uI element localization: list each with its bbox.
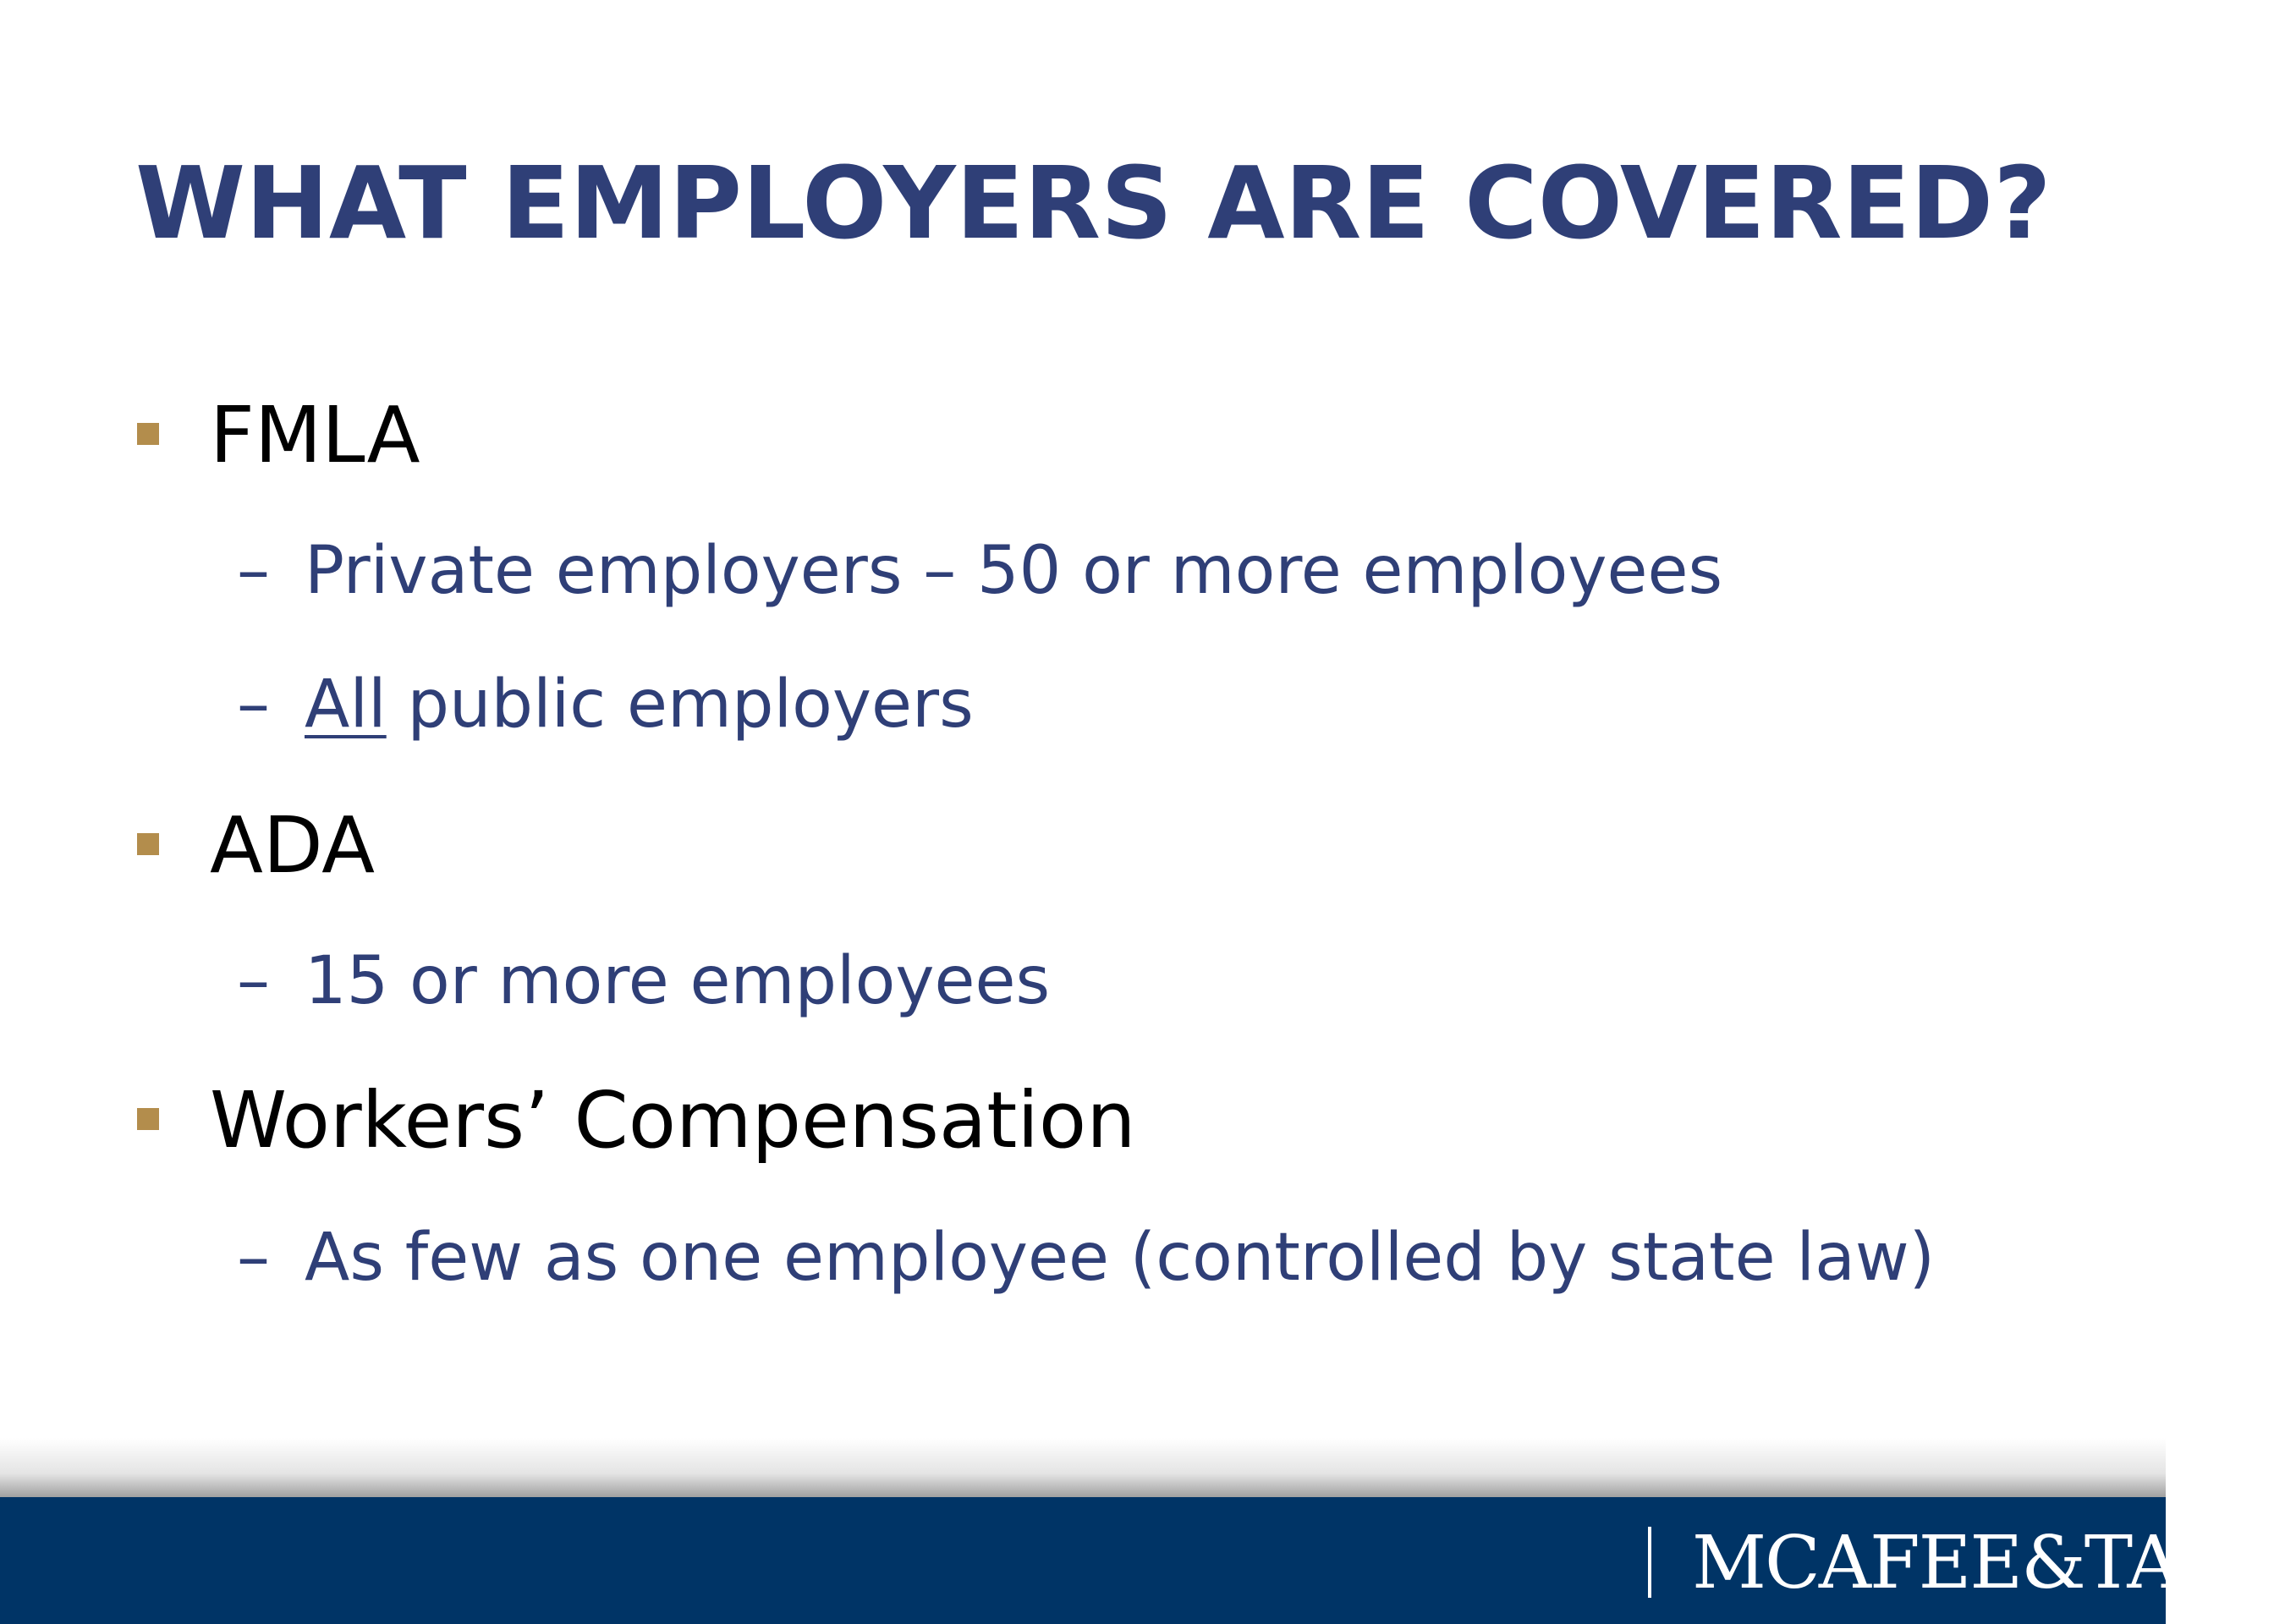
dash-marker: – bbox=[237, 943, 270, 1019]
sub-item-text bbox=[305, 658, 974, 751]
bullet-label: ADA bbox=[210, 800, 376, 891]
slide-title: WHAT EMPLOYERS ARE COVERED? bbox=[135, 145, 2052, 261]
sub-item-rest: public employers bbox=[386, 667, 974, 743]
sub-item-text: 15 or more employees bbox=[305, 943, 1051, 1019]
dash-marker: – bbox=[237, 1220, 270, 1296]
dash-marker: – bbox=[237, 667, 270, 743]
underlined-word: All bbox=[305, 667, 387, 743]
square-bullet-icon bbox=[137, 1108, 159, 1130]
bullet-label: Workers’ Compensation bbox=[210, 1075, 1136, 1166]
company-logo: MCAFEE&TAFT bbox=[1692, 1521, 2274, 1605]
footer-shadow bbox=[0, 1438, 2166, 1497]
footer-divider bbox=[1648, 1527, 1651, 1598]
dash-marker: – bbox=[237, 533, 270, 609]
bullet-label: FMLA bbox=[210, 390, 420, 480]
square-bullet-icon bbox=[137, 833, 159, 855]
sub-item-text: Private employers – 50 or more employees bbox=[305, 533, 1723, 609]
footer-bar bbox=[0, 1497, 2274, 1624]
square-bullet-icon bbox=[137, 423, 159, 445]
sub-item-text: As few as one employee (controlled by state law) bbox=[305, 1220, 1936, 1296]
